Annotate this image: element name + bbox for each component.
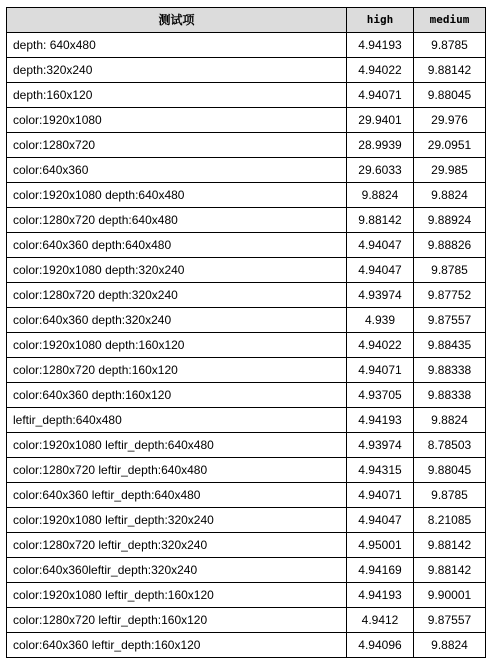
cell-test-item: color:1280x720 leftir_depth:320x240	[7, 533, 347, 558]
table-row	[7, 433, 486, 458]
cell-medium: 9.88338	[414, 383, 486, 408]
cell-high: 4.94047	[347, 508, 414, 533]
cell-test-item: color:1920x1080 leftir_depth:320x240	[7, 508, 347, 533]
cell-medium: 9.87557	[414, 608, 486, 633]
table-row	[7, 133, 486, 158]
cell-high: 4.939	[347, 308, 414, 333]
header-row	[7, 8, 486, 33]
cell-medium: 8.21085	[414, 508, 486, 533]
table-row	[7, 283, 486, 308]
table-row	[7, 558, 486, 583]
results-table	[6, 7, 486, 658]
table-row	[7, 483, 486, 508]
cell-medium: 9.88045	[414, 458, 486, 483]
cell-test-item: depth:320x240	[7, 58, 347, 83]
cell-high: 4.94022	[347, 333, 414, 358]
cell-high: 4.94193	[347, 583, 414, 608]
cell-test-item: color:640x360 leftir_depth:160x120	[7, 633, 347, 658]
cell-test-item: color:640x360	[7, 158, 347, 183]
cell-test-item: color:1920x1080	[7, 108, 347, 133]
cell-medium: 9.88045	[414, 83, 486, 108]
cell-test-item: color:1920x1080 leftir_depth:640x480	[7, 433, 347, 458]
cell-high: 9.8824	[347, 183, 414, 208]
cell-high: 4.94047	[347, 258, 414, 283]
cell-medium: 9.88435	[414, 333, 486, 358]
cell-test-item: color:1920x1080 depth:640x480	[7, 183, 347, 208]
cell-high: 4.9412	[347, 608, 414, 633]
cell-medium: 29.985	[414, 158, 486, 183]
cell-medium: 9.8785	[414, 258, 486, 283]
cell-high: 4.94315	[347, 458, 414, 483]
cell-medium: 29.976	[414, 108, 486, 133]
cell-medium: 9.8785	[414, 33, 486, 58]
cell-medium: 9.88142	[414, 533, 486, 558]
cell-test-item: color:1280x720 depth:160x120	[7, 358, 347, 383]
table-row	[7, 383, 486, 408]
cell-high: 4.95001	[347, 533, 414, 558]
table-header	[7, 8, 486, 33]
cell-medium: 9.8824	[414, 183, 486, 208]
cell-high: 4.94071	[347, 483, 414, 508]
cell-medium: 9.88924	[414, 208, 486, 233]
table-row	[7, 533, 486, 558]
cell-medium: 9.88338	[414, 358, 486, 383]
cell-test-item: color:1920x1080 leftir_depth:160x120	[7, 583, 347, 608]
cell-test-item: color:1280x720 depth:640x480	[7, 208, 347, 233]
cell-test-item: color:1920x1080 depth:320x240	[7, 258, 347, 283]
cell-medium: 9.8824	[414, 633, 486, 658]
cell-high: 29.6033	[347, 158, 414, 183]
table-row	[7, 608, 486, 633]
table-row	[7, 208, 486, 233]
cell-high: 4.94071	[347, 83, 414, 108]
table-row	[7, 108, 486, 133]
cell-test-item: color:1280x720	[7, 133, 347, 158]
cell-medium: 8.78503	[414, 433, 486, 458]
cell-medium: 9.88142	[414, 58, 486, 83]
table-row	[7, 258, 486, 283]
table-row	[7, 333, 486, 358]
cell-high: 4.94193	[347, 408, 414, 433]
table-row	[7, 508, 486, 533]
cell-high: 4.93974	[347, 283, 414, 308]
cell-test-item: color:1280x720 depth:320x240	[7, 283, 347, 308]
header-high: high	[347, 8, 414, 33]
cell-test-item: color:640x360 depth:640x480	[7, 233, 347, 258]
table-row	[7, 158, 486, 183]
cell-test-item: color:640x360 depth:320x240	[7, 308, 347, 333]
cell-test-item: leftir_depth:640x480	[7, 408, 347, 433]
table-row	[7, 358, 486, 383]
table-row	[7, 183, 486, 208]
table-row	[7, 458, 486, 483]
cell-high: 4.94193	[347, 33, 414, 58]
table-row	[7, 83, 486, 108]
cell-medium: 9.88142	[414, 558, 486, 583]
cell-high: 4.94071	[347, 358, 414, 383]
cell-medium: 9.87557	[414, 308, 486, 333]
cell-high: 4.94047	[347, 233, 414, 258]
cell-medium: 9.8785	[414, 483, 486, 508]
cell-high: 4.93974	[347, 433, 414, 458]
table-row	[7, 233, 486, 258]
table-row	[7, 308, 486, 333]
header-medium: medium	[414, 8, 486, 33]
cell-medium: 9.87752	[414, 283, 486, 308]
cell-medium: 9.88826	[414, 233, 486, 258]
cell-medium: 29.0951	[414, 133, 486, 158]
cell-high: 4.93705	[347, 383, 414, 408]
cell-high: 28.9939	[347, 133, 414, 158]
table-row	[7, 633, 486, 658]
cell-test-item: color:640x360 depth:160x120	[7, 383, 347, 408]
cell-test-item: color:1280x720 leftir_depth:160x120	[7, 608, 347, 633]
cell-high: 4.94022	[347, 58, 414, 83]
table-body	[7, 33, 486, 658]
cell-test-item: color:1280x720 leftir_depth:640x480	[7, 458, 347, 483]
cell-high: 4.94096	[347, 633, 414, 658]
cell-high: 4.94169	[347, 558, 414, 583]
table-row	[7, 58, 486, 83]
header-test-item: 测试项	[7, 8, 347, 33]
cell-test-item: color:640x360leftir_depth:320x240	[7, 558, 347, 583]
table-row	[7, 408, 486, 433]
cell-high: 9.88142	[347, 208, 414, 233]
cell-test-item: depth: 640x480	[7, 33, 347, 58]
cell-test-item: depth:160x120	[7, 83, 347, 108]
cell-high: 29.9401	[347, 108, 414, 133]
table-row	[7, 583, 486, 608]
cell-test-item: color:640x360 leftir_depth:640x480	[7, 483, 347, 508]
cell-medium: 9.90001	[414, 583, 486, 608]
results-table-container	[6, 7, 486, 658]
cell-medium: 9.8824	[414, 408, 486, 433]
table-row	[7, 33, 486, 58]
cell-test-item: color:1920x1080 depth:160x120	[7, 333, 347, 358]
